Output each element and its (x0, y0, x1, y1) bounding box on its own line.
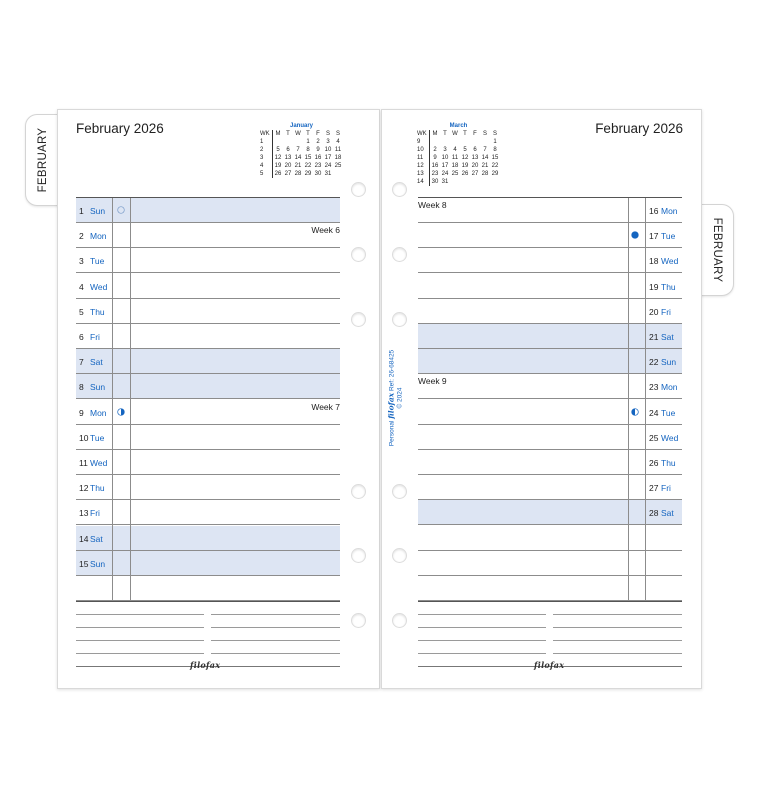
notes-line[interactable] (418, 640, 546, 641)
mini-calendar-week (260, 146, 343, 154)
day-name: Fri (661, 483, 671, 494)
mini-calendar-heading: F (473, 131, 477, 137)
day-row[interactable] (418, 324, 682, 349)
ring-hole (351, 182, 366, 197)
mini-calendar-date: 12 (274, 155, 282, 161)
day-number: 1 (79, 206, 84, 216)
notes-line[interactable] (211, 614, 340, 615)
mini-calendar-date (333, 170, 343, 178)
day-name: Thu (90, 306, 105, 317)
column-divider (130, 198, 131, 601)
day-row[interactable] (76, 400, 340, 425)
mini-calendar-date: 28 (481, 171, 489, 177)
mini-calendar-date: 17 (441, 163, 449, 169)
mini-calendar-date: 14 (481, 155, 489, 161)
mini-calendar-date (450, 178, 460, 186)
day-name: Wed (661, 256, 679, 267)
mini-calendar-heading: S (335, 131, 340, 137)
day-name: Sat (90, 357, 103, 368)
notes-top-line (418, 601, 682, 602)
mini-calendar-heading: W (452, 131, 458, 137)
day-row[interactable] (418, 248, 682, 273)
day-number: 3 (79, 256, 84, 267)
mini-calendar-date: 17 (324, 155, 332, 161)
day-number: 9 (79, 407, 84, 418)
mini-calendar-date: 21 (294, 163, 302, 169)
mini-calendar-date: 13 (284, 155, 292, 161)
blank-row[interactable] (76, 576, 340, 601)
day-name: Wed (90, 281, 108, 292)
notes-line[interactable] (553, 640, 682, 641)
day-row[interactable] (418, 450, 682, 475)
day-number: 12 (79, 483, 89, 494)
mini-calendar-date: 27 (284, 171, 292, 177)
day-name: Mon (90, 231, 107, 242)
day-row[interactable] (76, 526, 340, 551)
day-row[interactable] (76, 500, 340, 525)
mini-calendar-month: March (449, 123, 468, 129)
column-divider (645, 198, 646, 601)
day-name: Tue (90, 432, 105, 443)
mini-calendar-date (450, 138, 460, 146)
notes-line[interactable] (553, 627, 682, 628)
day-number: 25 (649, 432, 659, 443)
reference-text (384, 348, 408, 448)
mini-calendar-week (417, 170, 500, 178)
week-label: Week 9 (418, 376, 447, 387)
mini-calendar-heading: F (316, 131, 320, 137)
day-row[interactable] (76, 374, 340, 399)
day-row[interactable] (76, 248, 340, 273)
day-name: Sun (90, 382, 106, 393)
notes-line[interactable] (76, 614, 204, 615)
day-number: 16 (649, 206, 659, 216)
mini-calendar-week (260, 154, 343, 162)
day-row[interactable] (76, 551, 340, 576)
mini-calendar-date: 30 (314, 171, 322, 177)
mini-calendar-date: 22 (491, 163, 499, 169)
day-row[interactable] (76, 450, 340, 475)
mini-calendar-january (260, 122, 343, 178)
day-name: Thu (661, 281, 676, 292)
day-row[interactable] (418, 475, 682, 500)
mini-calendar-heading: M (432, 131, 438, 137)
day-row[interactable] (76, 223, 340, 248)
day-row[interactable] (418, 500, 682, 525)
mini-calendar-week-number: 5 (260, 170, 273, 178)
mini-calendar-date: 25 (334, 163, 342, 169)
day-number: 8 (79, 382, 84, 393)
mini-calendar-date: 31 (324, 171, 332, 177)
page-title-right: February 2026 (595, 121, 683, 136)
mini-calendar-week-number: 2 (260, 146, 273, 154)
blank-row[interactable] (418, 526, 682, 551)
notes-line[interactable] (418, 627, 546, 628)
day-row[interactable] (76, 274, 340, 299)
ref-copyright: © 2024 (396, 387, 404, 409)
mini-calendar-date: 13 (471, 155, 479, 161)
new-moon-icon (117, 206, 125, 214)
day-name: Tue (661, 231, 676, 242)
blank-row[interactable] (418, 576, 682, 601)
mini-calendar-heading: T (286, 131, 290, 137)
mini-calendar-week (417, 162, 500, 170)
day-row[interactable] (418, 223, 682, 248)
mini-calendar-date: 1 (306, 139, 310, 145)
day-number: 17 (649, 231, 659, 242)
ring-hole (392, 613, 407, 628)
mini-calendar-date: 24 (324, 163, 332, 169)
mini-calendar-date: 3 (443, 147, 447, 153)
mini-calendar-date: 5 (463, 147, 467, 153)
notes-line[interactable] (76, 653, 204, 654)
mini-calendar-date: 3 (326, 139, 330, 145)
notes-line[interactable] (76, 640, 204, 641)
mini-calendar-date (440, 138, 450, 146)
mini-calendar-date: 21 (481, 163, 489, 169)
mini-calendar-heading: T (463, 131, 467, 137)
column-divider (628, 198, 629, 601)
mini-calendar-week-number: 4 (260, 162, 273, 170)
day-name: Thu (90, 483, 105, 494)
mini-calendar-date: 7 (296, 147, 300, 153)
day-name: Fri (661, 306, 671, 317)
day-name: Sun (661, 357, 677, 368)
day-number: 27 (649, 483, 659, 494)
mini-calendar-date: 8 (306, 147, 310, 153)
mini-calendar-date: 29 (304, 171, 312, 177)
ring-hole (392, 548, 407, 563)
mini-calendar-heading: W (295, 131, 301, 137)
mini-calendar-week (260, 170, 343, 178)
week-label: Week 8 (418, 200, 447, 210)
day-number: 11 (79, 458, 88, 468)
day-row[interactable] (418, 349, 682, 374)
mini-calendar-heading: WK (417, 130, 430, 138)
mini-calendar-week (260, 138, 343, 146)
mini-calendar-date: 16 (314, 155, 322, 161)
day-name: Tue (90, 256, 105, 267)
month-tab-label: FEBRUARY (36, 127, 49, 193)
day-number: 4 (79, 281, 84, 292)
day-name: Tue (661, 407, 676, 418)
day-name: Mon (661, 382, 678, 393)
mini-calendar-heading: S (482, 131, 487, 137)
day-row[interactable] (76, 349, 340, 374)
brand-logo-left: filofax (190, 660, 221, 670)
day-name: Wed (661, 432, 679, 443)
mini-calendar-date: 26 (274, 171, 282, 177)
day-row[interactable] (418, 274, 682, 299)
day-name: Wed (90, 458, 108, 468)
ring-hole (351, 613, 366, 628)
day-row[interactable] (76, 425, 340, 450)
mini-calendar-heading: T (306, 131, 310, 137)
mini-calendar-date: 18 (451, 163, 459, 169)
mini-calendar-heading: S (492, 131, 497, 137)
day-name: Sat (661, 508, 674, 519)
day-number: 24 (649, 407, 659, 418)
mini-calendar-date: 11 (334, 147, 342, 153)
mini-calendar-date (460, 138, 470, 146)
mini-calendar-week-number: 12 (417, 162, 430, 170)
day-name: Sun (90, 558, 106, 569)
mini-calendar-date: 14 (294, 155, 302, 161)
blank-row[interactable] (418, 551, 682, 576)
mini-calendar-date: 22 (304, 163, 312, 169)
mini-calendar-date: 27 (471, 171, 479, 177)
day-number: 28 (649, 508, 659, 519)
ring-hole (351, 484, 366, 499)
ring-hole (351, 548, 366, 563)
mini-calendar-week (260, 162, 343, 170)
mini-calendar-date: 1 (493, 139, 497, 145)
mini-calendar-week-number: 1 (260, 138, 273, 146)
mini-calendar-date: 4 (336, 139, 340, 145)
day-name: Sun (90, 206, 106, 216)
mini-calendar-date: 26 (461, 171, 469, 177)
rows-top-border (418, 197, 682, 198)
month-tab-right[interactable] (700, 204, 734, 296)
mini-calendar-date: 10 (441, 155, 449, 161)
mini-calendar-date: 10 (324, 147, 332, 153)
mini-calendar-date: 30 (431, 179, 439, 185)
mini-calendar-date: 2 (433, 147, 437, 153)
mini-calendar-heading: T (443, 131, 447, 137)
mini-calendar-header (417, 130, 500, 138)
day-number: 22 (649, 357, 659, 368)
mini-calendar-date: 15 (304, 155, 312, 161)
notes-line[interactable] (553, 614, 682, 615)
week-label: Week 6 (311, 225, 340, 236)
day-number: 26 (649, 458, 659, 468)
mini-calendar-date (470, 138, 480, 146)
month-tab-label: FEBRUARY (710, 217, 723, 283)
day-number: 14 (79, 533, 89, 544)
ref-size: Personal (388, 420, 396, 447)
day-row[interactable] (418, 198, 682, 223)
mini-calendar-date: 8 (493, 147, 497, 153)
day-row[interactable] (76, 324, 340, 349)
mini-calendar-week-number: 9 (417, 138, 430, 146)
day-number: 6 (79, 332, 84, 342)
notes-line[interactable] (211, 653, 340, 654)
mini-calendar-date (490, 178, 500, 186)
mini-calendar-week-number: 13 (417, 170, 430, 178)
day-number: 21 (649, 332, 659, 342)
mini-calendar-date (480, 138, 490, 146)
day-number: 19 (649, 281, 659, 292)
mini-calendar-date: 20 (471, 163, 479, 169)
day-name: Thu (661, 458, 676, 468)
ring-hole (392, 312, 407, 327)
mini-calendar-date (470, 178, 480, 186)
notes-line[interactable] (418, 614, 546, 615)
day-number: 7 (79, 357, 84, 368)
mini-calendar-date: 15 (491, 155, 499, 161)
mini-calendar-table (260, 130, 343, 178)
mini-calendar-date: 25 (451, 171, 459, 177)
day-row[interactable] (418, 374, 682, 399)
mini-calendar-date: 19 (274, 163, 282, 169)
mini-calendar-date: 7 (483, 147, 487, 153)
mini-calendar-week-number: 14 (417, 178, 430, 186)
day-name: Sat (661, 332, 674, 342)
mini-calendar-date: 6 (473, 147, 477, 153)
mini-calendar-date (460, 178, 470, 186)
mini-calendar-date: 11 (451, 155, 459, 161)
first-quarter-icon (117, 408, 125, 416)
brand-logo-right: filofax (534, 660, 565, 670)
notes-line[interactable] (211, 627, 340, 628)
day-row[interactable] (76, 198, 340, 223)
ring-hole (392, 247, 407, 262)
notes-line[interactable] (76, 627, 204, 628)
day-number: 18 (649, 256, 659, 267)
notes-line[interactable] (553, 653, 682, 654)
mini-calendar-week (417, 146, 500, 154)
notes-top-line (76, 601, 340, 602)
mini-calendar-date (430, 138, 441, 146)
mini-calendar-march (417, 122, 500, 186)
mini-calendar-date: 18 (334, 155, 342, 161)
mini-calendar-date (273, 138, 284, 146)
mini-calendar-week-number: 11 (417, 154, 430, 162)
last-quarter-icon (631, 408, 639, 416)
mini-calendar-week-number: 3 (260, 154, 273, 162)
mini-calendar-date: 6 (286, 147, 290, 153)
mini-calendar-date: 4 (453, 147, 457, 153)
ring-hole (351, 247, 366, 262)
day-number: 15 (79, 558, 89, 569)
day-row[interactable] (418, 400, 682, 425)
mini-calendar-header (260, 130, 343, 138)
mini-calendar-date (480, 178, 490, 186)
day-number: 13 (79, 508, 89, 519)
mini-calendar-date: 9 (433, 155, 437, 161)
day-name: Mon (90, 407, 107, 418)
column-divider (112, 198, 113, 601)
ring-hole (392, 182, 407, 197)
mini-calendar-date: 2 (316, 139, 320, 145)
week-label: Week 7 (311, 401, 340, 412)
day-name: Mon (661, 206, 678, 216)
day-name: Fri (90, 332, 100, 342)
mini-calendar-month: January (289, 123, 313, 129)
mini-calendar-date: 9 (316, 147, 320, 153)
mini-calendar-week (417, 138, 500, 146)
mini-calendar-date (283, 138, 293, 146)
mini-calendar-date: 19 (461, 163, 469, 169)
mini-calendar-date: 23 (431, 171, 439, 177)
mini-calendar-heading: S (325, 131, 330, 137)
day-number: 20 (649, 306, 659, 317)
mini-calendar-table (417, 130, 500, 186)
notes-line[interactable] (211, 640, 340, 641)
rows-top-border (76, 197, 340, 198)
mini-calendar-date: 23 (314, 163, 322, 169)
day-number: 2 (79, 231, 84, 242)
mini-calendar-heading: M (275, 131, 281, 137)
month-tab-left[interactable] (25, 114, 59, 206)
ring-hole (392, 484, 407, 499)
mini-calendar-date: 16 (431, 163, 439, 169)
mini-calendar-heading: WK (260, 130, 273, 138)
day-number: 10 (79, 432, 89, 443)
day-name: Fri (90, 508, 100, 519)
day-row[interactable] (418, 425, 682, 450)
mini-calendar-date: 28 (294, 171, 302, 177)
mini-calendar-date: 12 (461, 155, 469, 161)
mini-calendar-date: 20 (284, 163, 292, 169)
day-row[interactable] (418, 299, 682, 324)
day-row[interactable] (76, 299, 340, 324)
mini-calendar-date: 29 (491, 171, 499, 177)
mini-calendar-date: 24 (441, 171, 449, 177)
mini-calendar-week (417, 178, 500, 186)
day-row[interactable] (76, 475, 340, 500)
page-title-left: February 2026 (76, 121, 164, 136)
full-moon-icon (631, 231, 639, 239)
mini-calendar-date: 31 (441, 179, 449, 185)
ref-code: Ref: 26-68425 (388, 349, 396, 392)
ref-brand: filofax (386, 392, 396, 419)
mini-calendar-week-number: 10 (417, 146, 430, 154)
day-number: 5 (79, 306, 84, 317)
notes-line[interactable] (418, 653, 546, 654)
mini-calendar-week (417, 154, 500, 162)
day-number: 23 (649, 382, 659, 393)
mini-calendar-date (293, 138, 303, 146)
mini-calendar-date: 5 (276, 147, 280, 153)
ring-hole (351, 312, 366, 327)
day-name: Sat (90, 533, 103, 544)
